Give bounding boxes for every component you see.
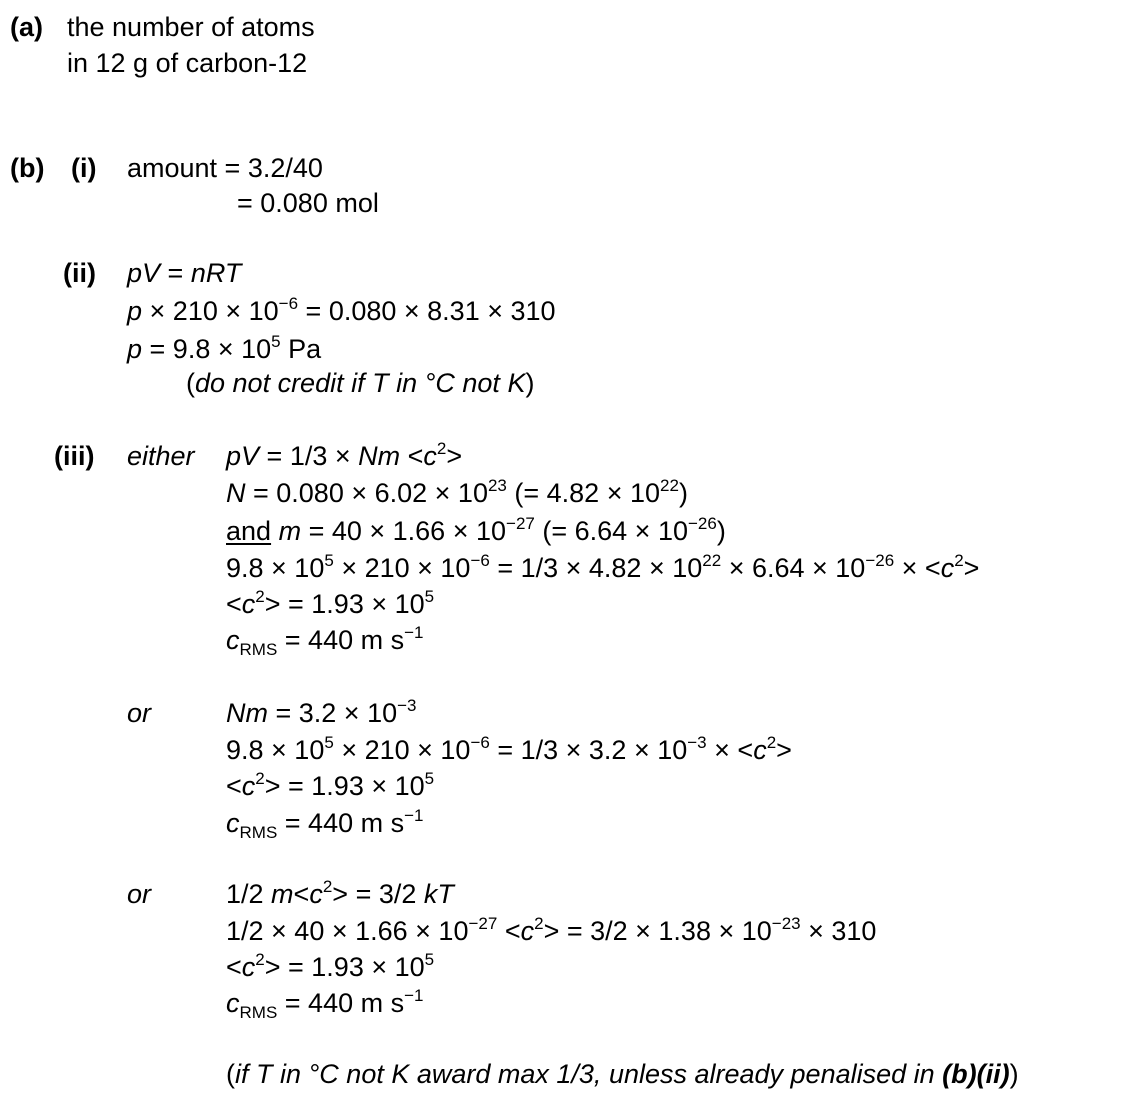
either-label: either: [127, 441, 195, 471]
method-1-line-4: $9.8 \times 10^5 \times 210 \times 10^{-6} = 1/3 \times 4.82 \times 10^{22} \times 6.64 \times 10^{-26} \times <c^2>$: [226, 551, 980, 583]
pressure-result: $p = 9.8 \times 10^5$ Pa: [127, 332, 322, 364]
part-b-i-line-2: = 0.080 mol: [237, 188, 379, 218]
method-3-line-2: $1/2 \times 40 \times 1.66 \times 10^{-27} <c^2> = 3/2 \times 1.38 \times 10^{-23} \times 310$: [226, 914, 877, 946]
method-1-line-3: and $m = 40 \times 1.66 \times 10^{-27}$ (= $6.64 \times 10^{-26}$): [226, 514, 726, 546]
ideal-gas-substitution: $p \times 210 \times 10^{-6} = 0.080 \times 8.31 \times 310$: [127, 294, 556, 326]
method-2-line-3: $<c^2> = 1.93 \times 10^5$: [226, 769, 435, 801]
final-note: (if T in °C not K award max 1/3, unless already penalised in (b)(ii)): [226, 1059, 1019, 1089]
or-label-1: or: [127, 698, 152, 728]
part-a-label: (a): [10, 12, 43, 42]
method-1-line-6: $c_{RMS} = 440$ m $s^{-1}$: [226, 623, 424, 659]
method-2-line-4: $c_{RMS} = 440$ m $s^{-1}$: [226, 806, 424, 842]
part-b-label: (b): [10, 153, 45, 183]
part-b-ii-label: (ii): [63, 258, 96, 288]
method-2-line-1: $Nm = 3.2 \times 10^{-3}$: [226, 696, 417, 728]
or-label-2: or: [127, 879, 152, 909]
ideal-gas-equation: pV = nRT: [127, 258, 242, 288]
part-a-line-2: in 12 g of carbon-12: [67, 48, 308, 78]
method-1-line-1: pV = $1/3 \times Nm <c^2>$: [226, 439, 463, 471]
method-3-line-4: $c_{RMS} = 440$ m $s^{-1}$: [226, 986, 424, 1022]
method-1-line-2: $N = 0.080 \times 6.02 \times 10^{23}$ (= $4.82 \times 10^{22}$): [226, 476, 688, 508]
part-b-i-line-1: amount = 3.2/40: [127, 153, 323, 183]
pressure-note: (do not credit if T in °C not K): [186, 368, 535, 398]
part-b-i-label: (i): [71, 153, 97, 183]
method-3-line-1: 1/2 $m<c^2> = 3/2$ kT: [226, 877, 454, 909]
method-2-line-2: $9.8 \times 10^5 \times 210 \times 10^{-6} = 1/3 \times 3.2 \times 10^{-3} \times <c^2>$: [226, 733, 792, 765]
method-3-line-3: $<c^2> = 1.93 \times 10^5$: [226, 950, 435, 982]
part-b-iii-label: (iii): [54, 441, 95, 471]
part-a-line-1: the number of atoms: [67, 12, 315, 42]
method-1-line-5: $<c^2> = 1.93 \times 10^5$: [226, 587, 435, 619]
